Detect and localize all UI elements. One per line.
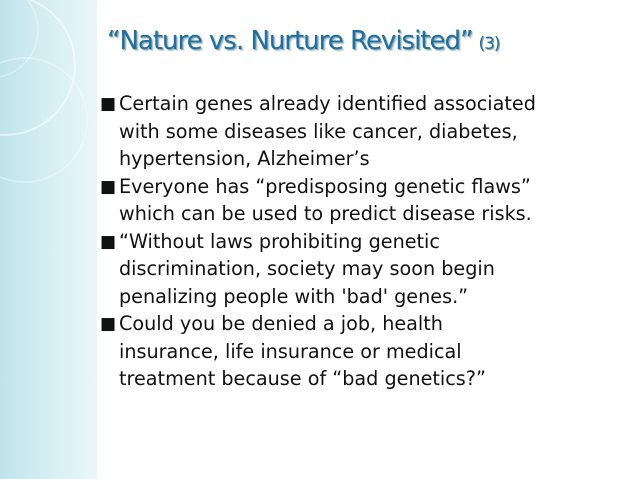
bullet-text: Certain genes already identified associated with some diseases like cancer, diabetes, hypertension, Alzheimer’s <box>119 92 536 170</box>
slide-title <box>107 26 627 66</box>
slide-number-label: (3) <box>478 34 500 54</box>
bullet-item <box>100 228 630 311</box>
bullet-text: “Without laws prohibiting genetic discrimination, society may soon begin penalizing people with 'bad' genes.” <box>119 229 495 308</box>
decorative-circles-graphic <box>0 0 97 479</box>
decorative-sidebar <box>0 0 97 479</box>
square-bullet-icon: ■ <box>100 94 117 114</box>
square-bullet-icon: ■ <box>100 176 117 197</box>
bullet-list <box>100 90 630 393</box>
bullet-text: Everyone has “predisposing genetic flaws” which can be used to predict disease risks. <box>119 174 532 225</box>
square-bullet-icon: ■ <box>100 231 117 252</box>
bullet-item <box>100 173 630 228</box>
slide-title-text: “Nature vs. Nurture Revisited” <box>107 26 473 56</box>
square-bullet-icon: ■ <box>100 314 117 334</box>
bullet-item <box>100 310 630 393</box>
bullet-item <box>100 90 630 173</box>
bullet-text: Could you be denied a job, health insurance, life insurance or medical treatment because of “bad genetics?” <box>119 312 486 390</box>
